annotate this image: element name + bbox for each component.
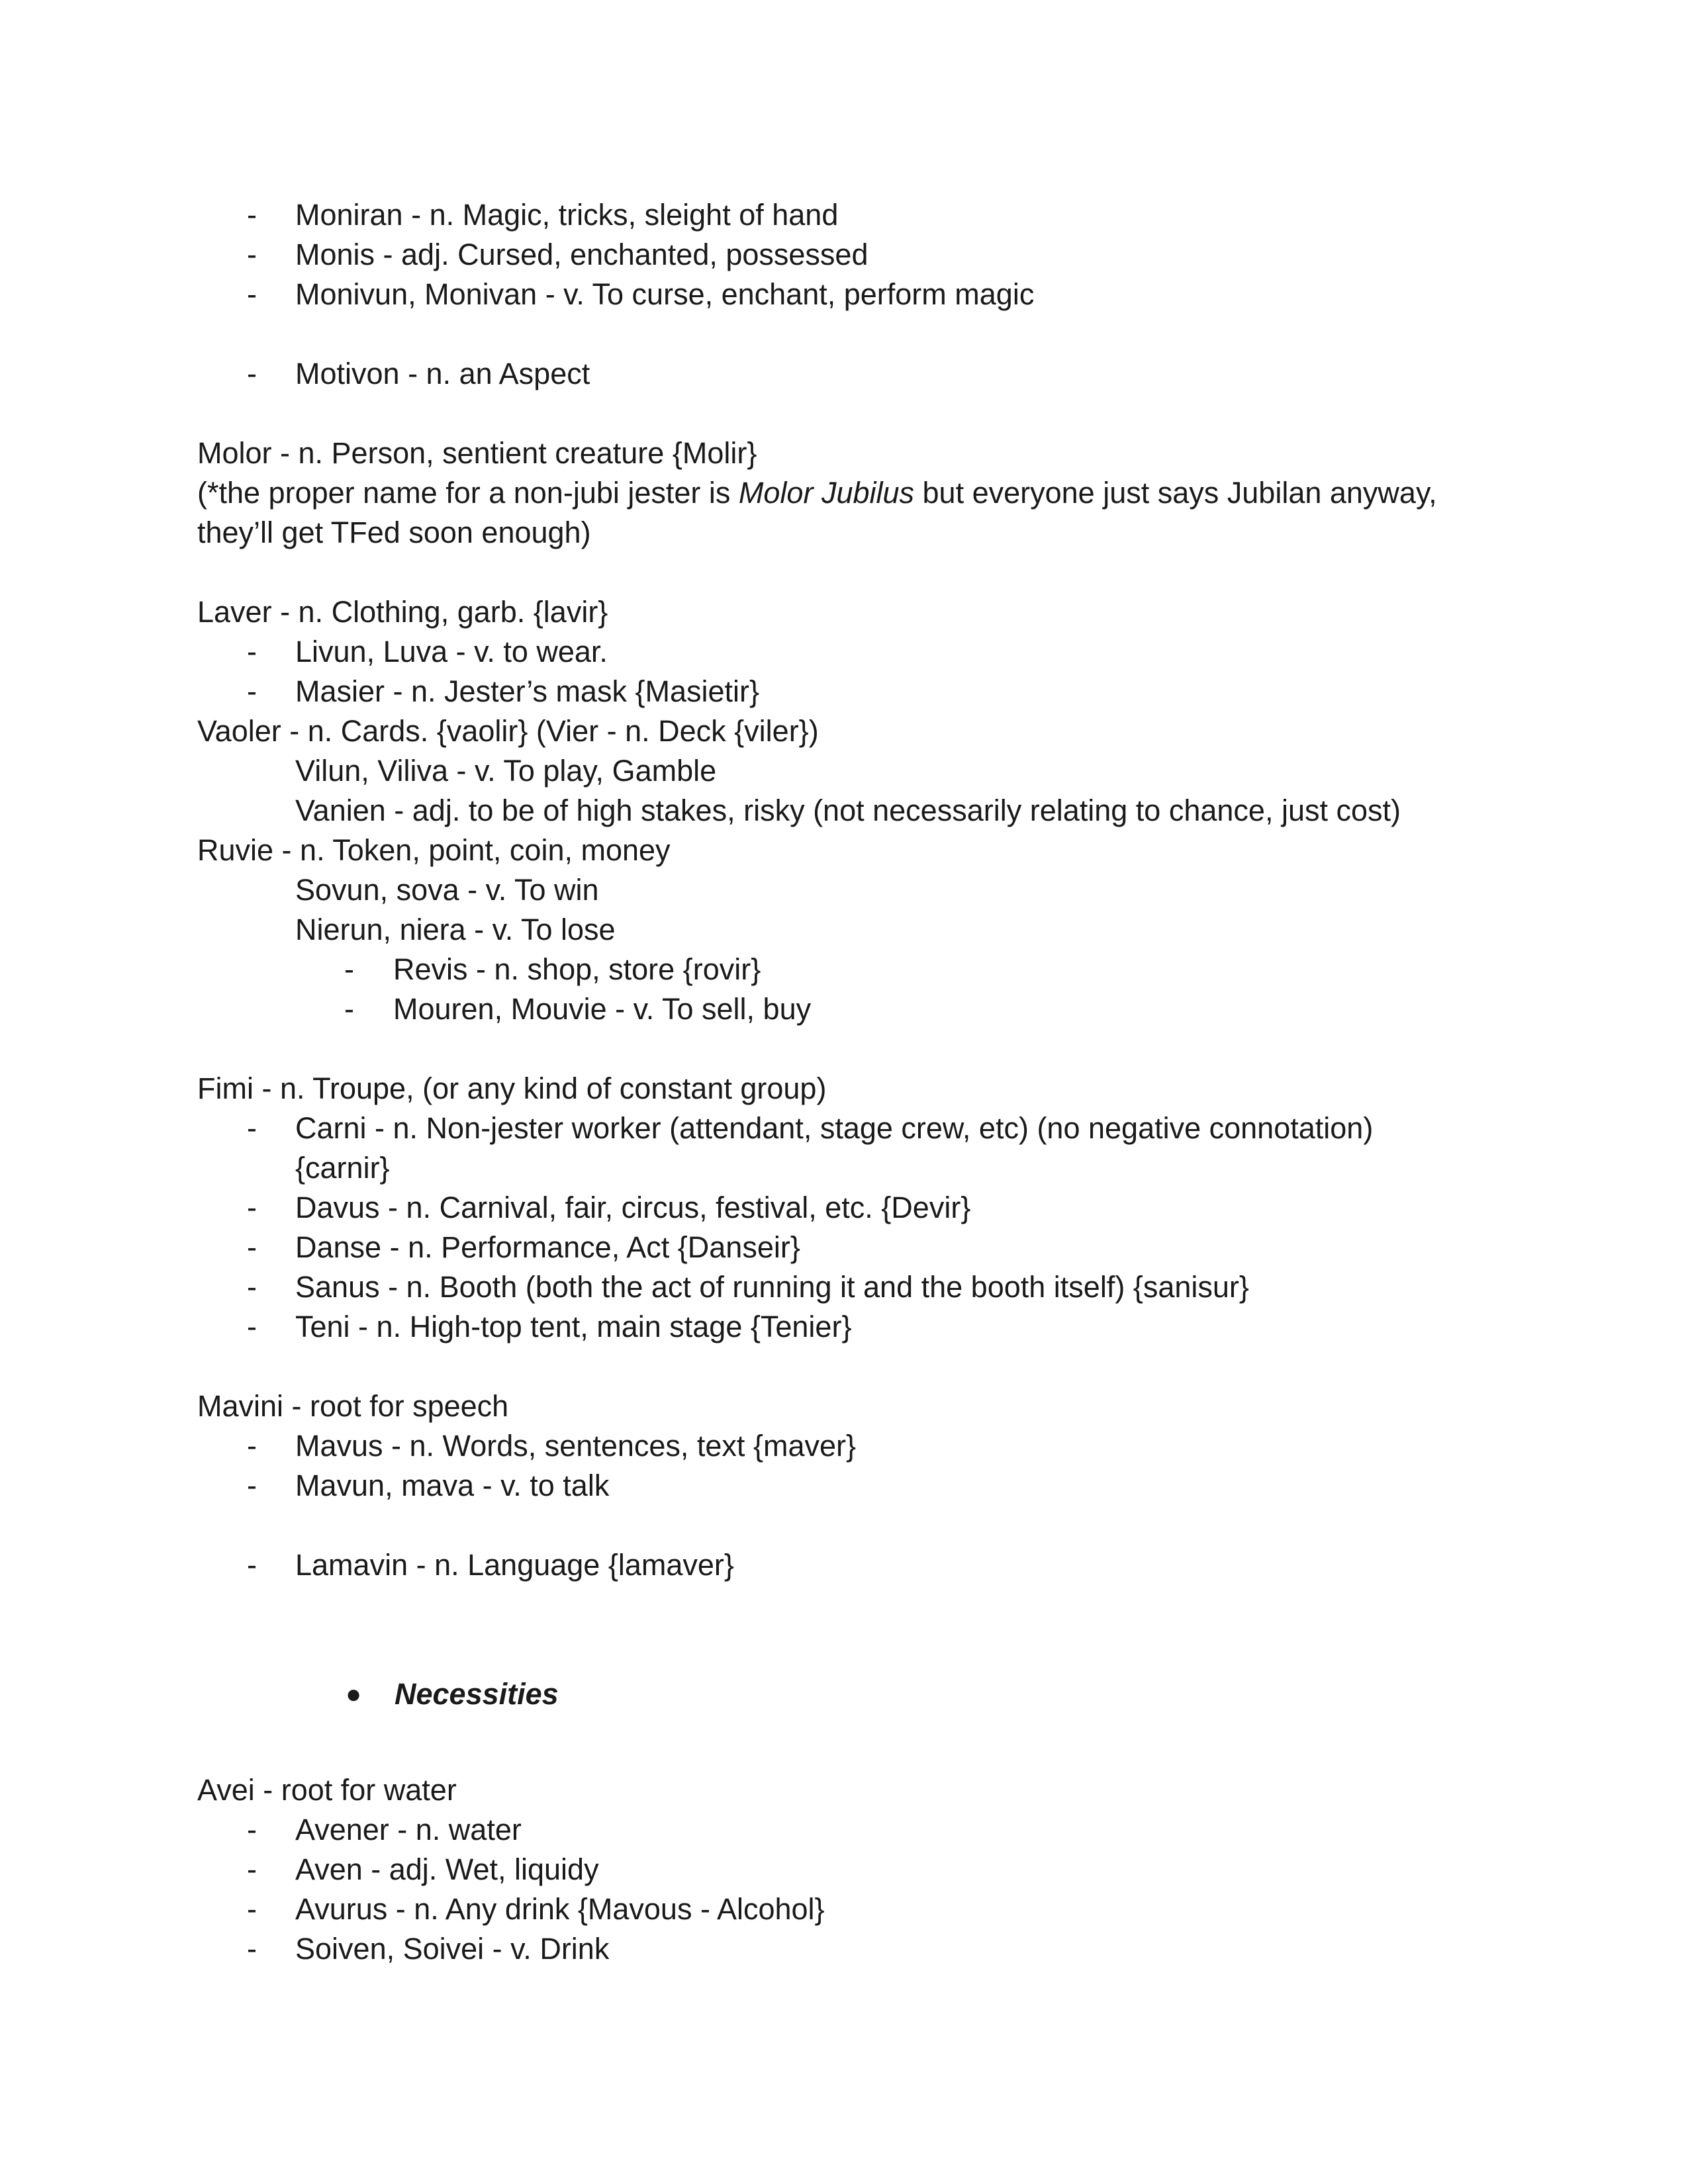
entry-motivon: Motivon - n. an Aspect [295, 357, 590, 390]
entry-mavini: Mavini - root for speech [197, 1389, 509, 1423]
entry-avei: Avei - root for water [197, 1773, 457, 1807]
list-dash: - [247, 1852, 257, 1886]
list-dash: - [247, 1310, 257, 1343]
entry-molor: Molor - n. Person, sentient creature {Molir} [197, 436, 757, 470]
list-dash: - [247, 1548, 257, 1582]
list-dash: - [247, 238, 257, 271]
entry-aven: Aven - adj. Wet, liquidy [295, 1852, 599, 1886]
entry-fimi: Fimi - n. Troupe, (or any kind of constant group) [197, 1071, 827, 1105]
entry-laver: Laver - n. Clothing, garb. {lavir} [197, 595, 608, 629]
entry-carni: Carni - n. Non-jester worker (attendant, stage crew, etc) (no negative connotation) [295, 1111, 1374, 1145]
list-dash: - [247, 1813, 257, 1846]
entry-moniran: Moniran - n. Magic, tricks, sleight of hand [295, 198, 839, 232]
list-dash: - [247, 1932, 257, 1966]
list-dash: - [247, 198, 257, 232]
entry-danse: Danse - n. Performance, Act {Danseir} [295, 1230, 800, 1264]
list-dash: - [247, 1429, 257, 1463]
entry-sanus: Sanus - n. Booth (both the act of running it and the booth itself) {sanisur} [295, 1270, 1249, 1304]
entry-vanien: Vanien - adj. to be of high stakes, risky (not necessarily relating to chance, just cost) [295, 794, 1401, 827]
molor-note-line-2: they’ll get TFed soon enough) [197, 516, 591, 549]
entry-monis: Monis - adj. Cursed, enchanted, possessed [295, 238, 868, 271]
entry-avener: Avener - n. water [295, 1813, 522, 1846]
section-heading-necessities: Necessities [395, 1677, 559, 1711]
entry-lamavin: Lamavin - n. Language {lamaver} [295, 1548, 734, 1582]
entry-soiven: Soiven, Soivei - v. Drink [295, 1932, 610, 1966]
list-dash: - [344, 952, 354, 986]
bullet-dot: ● [346, 1680, 362, 1709]
molor-note-line-1: (*the proper name for a non-jubi jester is Molor Jubilus but everyone just says Jubilan anyway, [197, 476, 1437, 510]
entry-livun: Livun, Luva - v. to wear. [295, 635, 608, 668]
entry-vilun: Vilun, Viliva - v. To play, Gamble [295, 754, 717, 788]
list-dash: - [247, 357, 257, 390]
list-dash: - [247, 1469, 257, 1502]
list-dash: - [247, 1191, 257, 1224]
list-dash: - [247, 277, 257, 311]
molor-jubilus-term: Molor Jubilus [738, 476, 915, 510]
entry-masier: Masier - n. Jester’s mask {Masietir} [295, 674, 760, 708]
entry-ruvie: Ruvie - n. Token, point, coin, money [197, 833, 671, 867]
entry-avurus: Avurus - n. Any drink {Mavous - Alcohol} [295, 1892, 825, 1926]
entry-vaoler: Vaoler - n. Cards. {vaolir} (Vier - n. Deck {viler}) [197, 714, 819, 748]
entry-carni-continued: {carnir} [295, 1151, 390, 1185]
entry-monivun: Monivun, Monivan - v. To curse, enchant, perform magic [295, 277, 1035, 311]
list-dash: - [247, 1270, 257, 1304]
entry-mavun: Mavun, mava - v. to talk [295, 1469, 610, 1502]
list-dash: - [247, 674, 257, 708]
list-dash: - [247, 1111, 257, 1145]
entry-teni: Teni - n. High-top tent, main stage {Tenier} [295, 1310, 852, 1343]
list-dash: - [344, 992, 354, 1026]
list-dash: - [247, 1230, 257, 1264]
entry-nierun: Nierun, niera - v. To lose [295, 913, 616, 946]
entry-revis: Revis - n. shop, store {rovir} [393, 952, 761, 986]
entry-davus: Davus - n. Carnival, fair, circus, festival, etc. {Devir} [295, 1191, 971, 1224]
entry-mavus: Mavus - n. Words, sentences, text {maver} [295, 1429, 857, 1463]
entry-mouren: Mouren, Mouvie - v. To sell, buy [393, 992, 812, 1026]
entry-sovun: Sovun, sova - v. To win [295, 873, 599, 907]
list-dash: - [247, 1892, 257, 1926]
list-dash: - [247, 635, 257, 668]
